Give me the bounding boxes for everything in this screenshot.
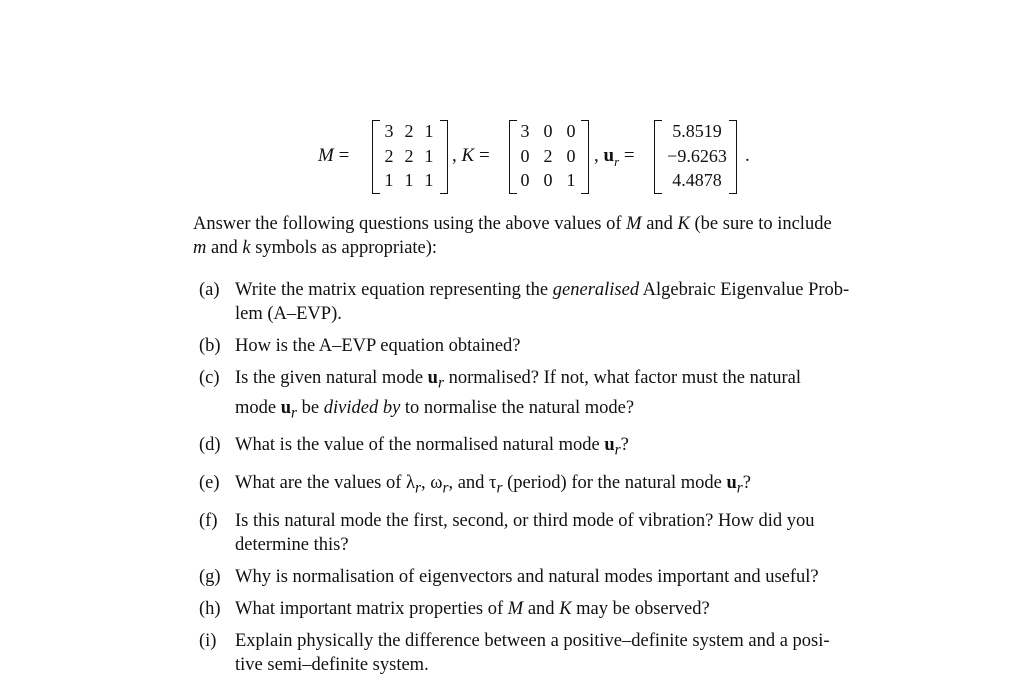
M-right-bracket (440, 120, 448, 194)
question-letter: (d) (199, 435, 221, 456)
u-value: 4.4878 (672, 170, 722, 190)
question-h (199, 597, 889, 621)
question-text: Explain physically the difference between a positive–definite system and a posi- tive semi–definite system. (235, 630, 830, 675)
question-letter: (f) (199, 510, 218, 531)
question-b (199, 334, 889, 358)
K-label: , K = (452, 145, 490, 166)
K-cell: 0 (543, 170, 553, 190)
M-cell: 1 (404, 170, 414, 190)
question-letter: (h) (199, 598, 221, 619)
M-cell: 1 (424, 121, 434, 141)
K-right-bracket (581, 120, 589, 194)
question-list (199, 278, 889, 685)
K-cell: 0 (566, 121, 576, 141)
question-g (199, 565, 889, 589)
question-text: What is the value of the normalised natural mode $u_r$? (235, 435, 629, 460)
question-text: What important matrix properties of M and K may be observed? (235, 598, 710, 619)
question-e (199, 471, 889, 501)
M-cell: 2 (384, 146, 394, 166)
question-d (199, 433, 889, 463)
instructions (193, 212, 893, 260)
question-i (199, 629, 889, 677)
question-letter: (e) (199, 473, 220, 494)
matrix-equation (0, 112, 1024, 200)
question-letter: (g) (199, 566, 221, 587)
K-cell: 1 (566, 170, 576, 190)
question-a (199, 278, 889, 326)
question-letter: (i) (199, 630, 217, 651)
K-cell: 3 (520, 121, 530, 141)
M-cell: 1 (384, 170, 394, 190)
M-cell: 2 (404, 121, 414, 141)
M-cell: 2 (404, 146, 414, 166)
u-right-bracket (729, 120, 737, 194)
M-label: M = (318, 145, 350, 166)
instructions-line-2: m and k symbols as appropriate): (193, 238, 438, 258)
equation-end-period: . (745, 145, 750, 166)
K-cell: 0 (520, 146, 530, 166)
K-cell: 0 (566, 146, 576, 166)
question-text: Write the matrix equation representing the generalised Algebraic Eigenvalue Prob- lem (A–EVP). (235, 280, 850, 324)
K-cell: 0 (520, 170, 530, 190)
question-c (199, 366, 889, 425)
question-letter: (b) (199, 336, 221, 356)
question-f (199, 509, 889, 557)
instructions-line-1: Answer the following questions using the above values of M and K (be sure to include (193, 214, 832, 234)
question-text: How is the A–EVP equation obtained? (235, 336, 521, 356)
u-label: , $u_r$ = (594, 145, 635, 169)
M-cell: 1 (424, 170, 434, 190)
K-cell: 0 (543, 121, 553, 141)
question-letter: (a) (199, 280, 220, 300)
question-letter: (c) (199, 368, 220, 388)
question-text: Why is normalisation of eigenvectors and natural modes important and useful? (235, 566, 819, 587)
M-cell: 1 (424, 146, 434, 166)
question-text: Is the given natural mode $u_r$ normalised? If not, what factor must the natural mode $u_r$ be divided by to normalise the natural mode? (235, 368, 801, 422)
question-text: Is this natural mode the first, second, or third mode of vibration? How did you determine this? (235, 510, 815, 555)
u-value: −9.6263 (667, 146, 727, 166)
u-value: 5.8519 (672, 121, 722, 141)
M-cell: 3 (384, 121, 394, 141)
question-text: What are the values of $\lambda_r$, $\omega_r$, and $\tau_r$ (period) for the natural mode $u_r$? (235, 473, 751, 497)
K-cell: 2 (543, 146, 553, 166)
